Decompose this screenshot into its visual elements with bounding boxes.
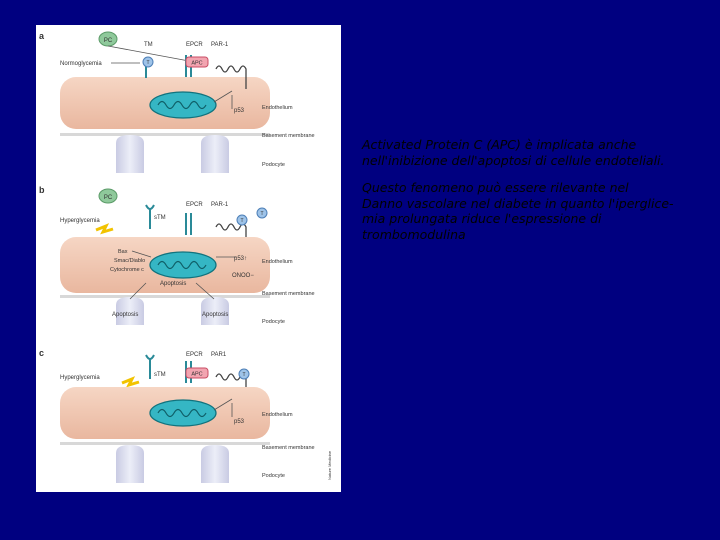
lightning-icon	[122, 379, 139, 385]
epcr-receptor	[186, 213, 191, 235]
par1-label: PAR-1	[211, 202, 229, 208]
stm-receptor	[146, 355, 154, 379]
basement-label: Basement membrane	[262, 133, 315, 139]
mitochondrion	[150, 92, 216, 118]
podocyte-right	[201, 135, 229, 173]
epcr-label: EPCR	[186, 352, 203, 358]
cytc-label: Cytochrome c	[110, 267, 144, 273]
t-label: T	[242, 372, 246, 378]
apoptosis-right-label: Apoptosis	[202, 312, 229, 318]
pathway-figure	[36, 25, 341, 492]
pc-label: PC	[103, 38, 113, 44]
pc-label: PC	[103, 195, 113, 201]
apoptosis-left-label: Apoptosis	[112, 312, 139, 318]
hyperglycemia-label: Hyperglycemia	[60, 375, 100, 381]
caption-line: Danno vascolare nel diabete in quanto l'iperglice-	[362, 195, 674, 211]
basement-membrane	[60, 442, 270, 445]
endothelium-label: Endothelium	[262, 105, 293, 111]
podocyte-left	[116, 135, 144, 173]
panel-c-letter: c	[39, 348, 45, 358]
panel-a-letter: a	[39, 31, 45, 41]
panel-c	[39, 348, 332, 483]
podocyte-right	[201, 297, 229, 325]
basement-label: Basement membrane	[262, 445, 315, 451]
stm-label: sTM	[154, 372, 166, 378]
mitochondrion	[150, 252, 216, 278]
p53-label: p53	[234, 419, 245, 425]
basement-membrane	[60, 133, 270, 136]
p53-label: p53↑	[234, 256, 248, 262]
apc-label: APC	[191, 60, 203, 67]
bax-label: Bax	[118, 249, 128, 255]
onoo-label: ONOO−	[232, 273, 254, 279]
caption-line: trombomodulina	[362, 226, 466, 242]
normoglycemia-label: Normoglycemia	[60, 61, 102, 67]
stm-label: sTM	[154, 215, 166, 221]
caption-line: mia prolungata riduce l'espressione di	[362, 211, 602, 226]
basement-membrane	[60, 295, 270, 298]
epcr-label: EPCR	[186, 202, 203, 208]
podocyte-label: Podocyte	[262, 162, 285, 168]
par1-label: PAR-1	[211, 42, 229, 48]
panel-b-letter: b	[39, 185, 45, 195]
mitochondrion	[150, 400, 216, 426]
podocyte-left	[116, 297, 144, 325]
caption-line: nell'inibizione dell'apoptosi di cellule endoteliali.	[362, 152, 665, 168]
basement-label: Basement membrane	[262, 291, 315, 297]
caption-line: Questo fenomeno può essere rilevante nel	[362, 180, 629, 195]
podocyte-label: Podocyte	[262, 319, 285, 325]
podocyte-label: Podocyte	[262, 473, 285, 479]
par1-label: PAR1	[211, 352, 227, 358]
t1-label: T	[260, 211, 264, 217]
podocyte-right	[201, 445, 229, 483]
apc-label: APC	[191, 371, 203, 378]
t-label: T	[146, 60, 150, 66]
t2-label: T	[240, 218, 244, 224]
podocyte-left	[116, 445, 144, 483]
caption-text	[362, 137, 712, 254]
panel-a	[39, 31, 315, 173]
caption-paragraph-2	[362, 180, 712, 242]
caption-paragraph-1	[362, 137, 712, 168]
caption-line: Activated Protein C (APC) è implicata anche	[362, 137, 637, 152]
endothelium-label: Endothelium	[262, 259, 293, 265]
p53-label: p53	[234, 108, 245, 114]
credit-label: Nature Medicine	[327, 450, 332, 480]
smac-label: Smac/Diablo	[114, 258, 146, 264]
epcr-label: EPCR	[186, 42, 203, 48]
stm-receptor	[146, 205, 154, 229]
panel-b	[39, 185, 315, 325]
hyperglycemia-label: Hyperglycemia	[60, 218, 100, 224]
lightning-icon	[96, 226, 113, 232]
endothelium-label: Endothelium	[262, 412, 293, 418]
tm-label: TM	[144, 42, 153, 48]
apoptosis-center-label: Apoptosis	[160, 281, 187, 287]
